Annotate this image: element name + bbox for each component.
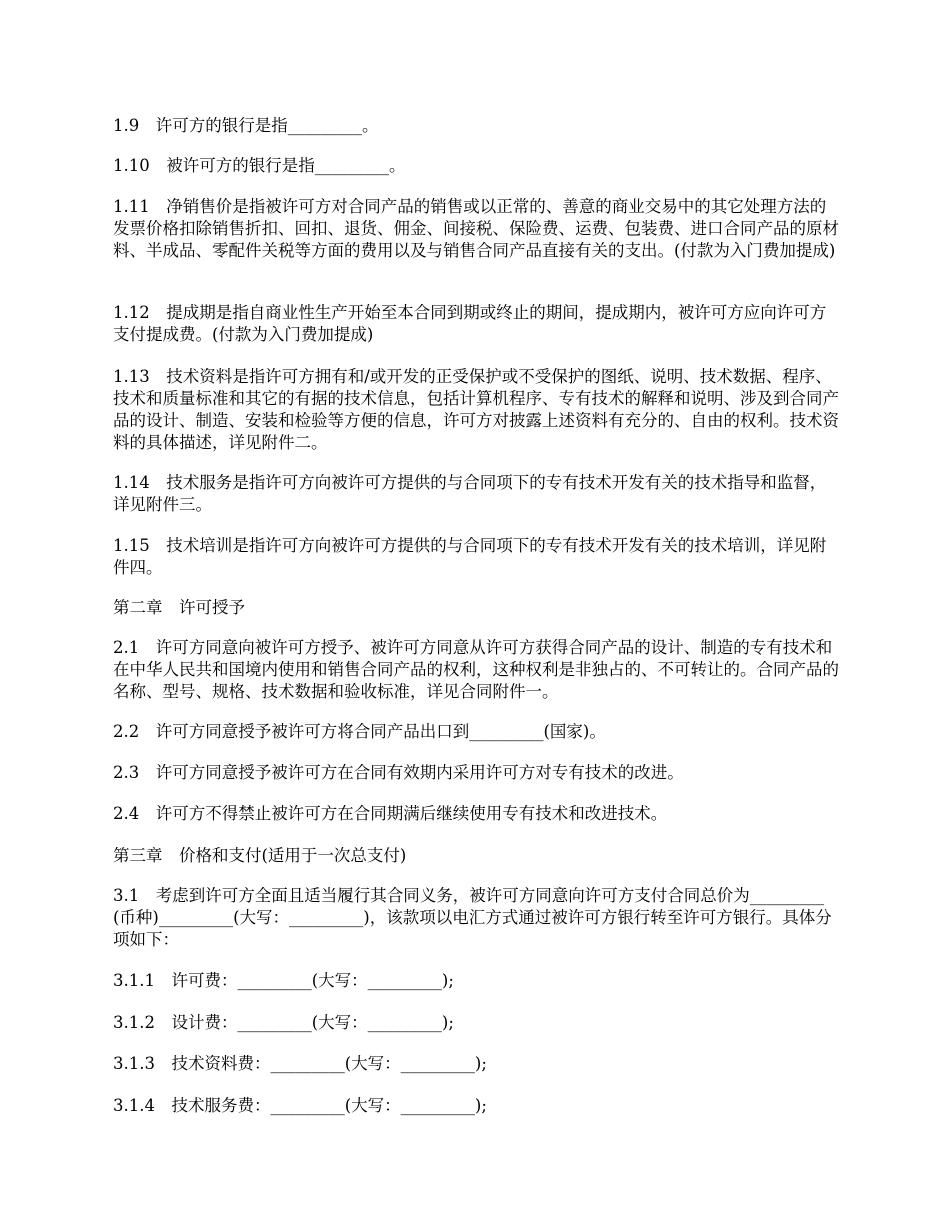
clause-2-1: 2.1 许可方同意向被许可方授予、被许可方同意从许可方获得合同产品的设计、制造的专有技术和在中华人民共和国境内使用和销售合同产品的权利，这种权利是非独占的、不可转让的。合同产品的名称、型号、规格、技术数据和验收标准，详见合同附件一。: [113, 638, 839, 701]
clause-3-1-1: 3.1.1 许可费：_________(大写：_________);: [113, 971, 454, 990]
clause-1-14: 1.14 技术服务是指许可方向被许可方提供的与合同项下的专有技术开发有关的技术指导和监督，详见附件三。: [113, 473, 827, 514]
clause-1-11: 1.11 净销售价是指被许可方对合同产品的销售或以正常的、善意的商业交易中的其它处理方法的发票价格扣除销售折扣、回扣、退货、佣金、间接税、保险费、运费、包装费、进口合同产品的原材料、半成品、零配件关税等方面的费用以及与销售合同产品直接有关的支出。(付款为入门费加提成): [113, 197, 839, 260]
clause-1-15: 1.15 技术培训是指许可方向被许可方提供的与合同项下的专有技术开发有关的技术培训，详见附件四。: [113, 536, 827, 577]
clause-3-1-4: 3.1.4 技术服务费：_________(大写：_________);: [113, 1096, 487, 1115]
chapter-3-heading: 第三章 价格和支付(适用于一次总支付): [113, 846, 407, 865]
clause-1-13: 1.13 技术资料是指许可方拥有和/或开发的正受保护或不受保护的图纸、说明、技术数据、程序、技术和质量标准和其它的有据的技术信息，包括计算机程序、专有技术的解释和说明、涉及到合同产品的设计、制造、安装和检验等方便的信息，许可方对披露上述资料有充分的、自由的权利。技术资料的具体描述，详见附件二。: [113, 367, 839, 452]
clause-2-3: 2.3 许可方同意授予被许可方在合同有效期内采用许可方对专有技术的改进。: [113, 763, 684, 782]
clause-1-10: 1.10 被许可方的银行是指_________。: [113, 156, 406, 175]
clause-3-1-3: 3.1.3 技术资料费：_________(大写：_________);: [113, 1054, 487, 1073]
clause-3-1-2: 3.1.2 设计费：_________(大写：_________);: [113, 1013, 454, 1032]
chapter-2-heading: 第二章 许可授予: [113, 598, 245, 617]
clause-1-12: 1.12 提成期是指自商业性生产开始至本合同到期或终止的期间，提成期内，被许可方应向许可方支付提成费。(付款为入门费加提成): [113, 303, 827, 344]
clause-1-9: 1.9 许可方的银行是指_________。: [113, 116, 379, 135]
clause-3-1: 3.1 考虑到许可方全面且适当履行其合同义务，被许可方同意向许可方支付合同总价为_________(币种)_________(大写：_________)，该款项以电汇方式通过被许可方银行转至许可方银行。具体分项如下：: [113, 886, 832, 949]
clause-2-2: 2.2 许可方同意授予被许可方将合同产品出口到_________(国家)。: [113, 722, 606, 741]
clause-2-4: 2.4 许可方不得禁止被许可方在合同期满后继续使用专有技术和改进技术。: [113, 804, 668, 823]
